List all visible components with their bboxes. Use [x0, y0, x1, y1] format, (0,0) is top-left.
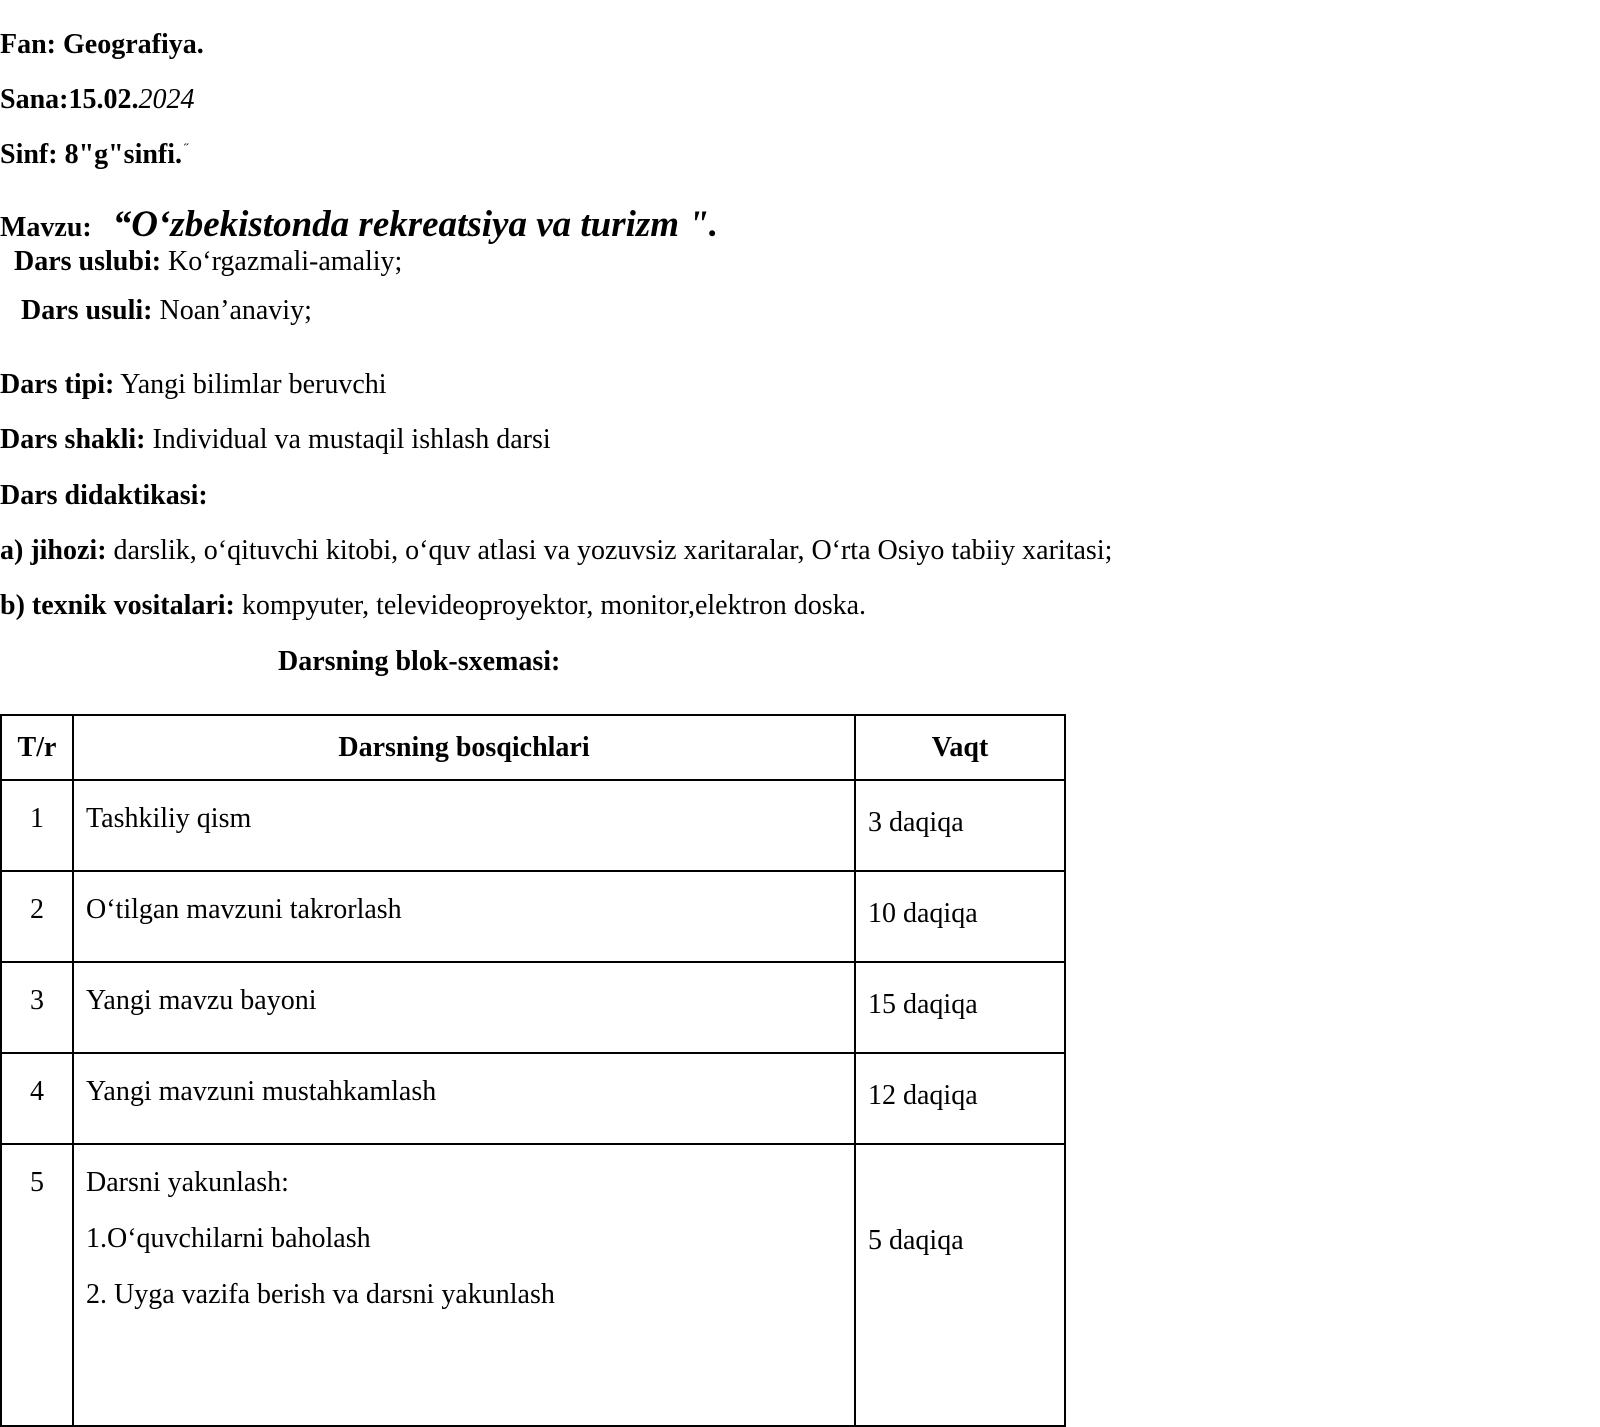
row-stage: O‘tilgan mavzuni takrorlash	[73, 871, 855, 962]
table-row	[1, 962, 1065, 1053]
table-row	[1, 871, 1065, 962]
row-stage-line: 2. Uyga vazifa berish va darsni yakunlash	[86, 1279, 555, 1310]
uslubi-line	[14, 247, 402, 278]
row-time: 15 daqiqa	[855, 962, 1065, 1053]
mavzu-value: “O‘zbekistonda rekreatsiya va turizm ".	[112, 204, 719, 245]
mavzu-label: Mavzu:	[0, 212, 92, 243]
row-number: 4	[1, 1053, 73, 1144]
row-stage	[73, 1144, 855, 1426]
table-header-row	[1, 715, 1065, 780]
shakli-value: Individual va mustaqil ishlash darsi	[152, 424, 551, 455]
jihozi-value: darslik, o‘qituvchi kitobi, o‘quv atlasi va yozuvsiz xaritaralar, O‘rta Osiyo tabiiy xaritasi;	[113, 535, 1113, 566]
didaktika-label: Dars didaktikasi:	[0, 480, 208, 511]
usuli-label: Dars usuli:	[21, 295, 153, 326]
fan-line	[0, 30, 204, 61]
sana-year: 2024	[138, 84, 195, 115]
row-number: 1	[1, 780, 73, 871]
row-number: 5	[1, 1144, 73, 1426]
sinf-line	[0, 140, 189, 171]
row-time: 3 daqiqa	[855, 780, 1065, 871]
row-stage-line: Darsni yakunlash:	[86, 1167, 289, 1198]
texnik-label: b) texnik vositalari:	[0, 590, 235, 621]
header-tr: T/r	[1, 715, 73, 780]
row-time: 12 daqiqa	[855, 1053, 1065, 1144]
fan-value: Geografiya.	[63, 29, 204, 60]
jihozi-line	[0, 536, 1112, 567]
sana-date: 15.02.	[68, 84, 139, 115]
row-stage: Tashkiliy qism	[73, 780, 855, 871]
uslubi-label: Dars uslubi:	[14, 246, 162, 277]
texnik-line	[0, 591, 866, 622]
row-stage-line: 1.O‘quvchilarni baholash	[86, 1223, 371, 1254]
sana-label: Sana:	[0, 84, 69, 115]
lesson-schema-table	[0, 714, 1066, 1427]
table-row	[1, 1053, 1065, 1144]
sinf-value: 8"g"sinfi.	[64, 139, 183, 170]
header-time: Vaqt	[855, 715, 1065, 780]
tipi-line	[0, 370, 387, 401]
row-time: 10 daqiqa	[855, 871, 1065, 962]
table-row	[1, 780, 1065, 871]
usuli-line	[21, 296, 312, 327]
row-number: 2	[1, 871, 73, 962]
schema-title: Darsning blok-sxemasi:	[278, 646, 561, 677]
shakli-line	[0, 425, 551, 456]
row-number: 3	[1, 962, 73, 1053]
jihozi-label: a) jihozi:	[0, 535, 107, 566]
header-stages: Darsning bosqichlari	[73, 715, 855, 780]
row-stage: Yangi mavzu bayoni	[73, 962, 855, 1053]
shakli-label: Dars shakli:	[0, 424, 146, 455]
row-stage: Yangi mavzuni mustahkamlash	[73, 1053, 855, 1144]
sinf-label: Sinf:	[0, 139, 58, 170]
tipi-value: Yangi bilimlar beruvchi	[120, 369, 387, 400]
sinf-mark: ˝	[184, 142, 189, 157]
uslubi-value: Ko‘rgazmali-amaliy;	[168, 246, 403, 277]
sana-line	[0, 85, 194, 116]
table-row	[1, 1144, 1065, 1426]
tipi-label: Dars tipi:	[0, 369, 115, 400]
usuli-value: Noan’anaviy;	[159, 295, 312, 326]
mavzu-line	[0, 205, 718, 246]
texnik-value: kompyuter, televideoproyektor, monitor,elektron doska.	[241, 590, 867, 621]
fan-label: Fan:	[0, 29, 56, 60]
didaktika-line	[0, 481, 208, 512]
row-time: 5 daqiqa	[855, 1144, 1065, 1426]
